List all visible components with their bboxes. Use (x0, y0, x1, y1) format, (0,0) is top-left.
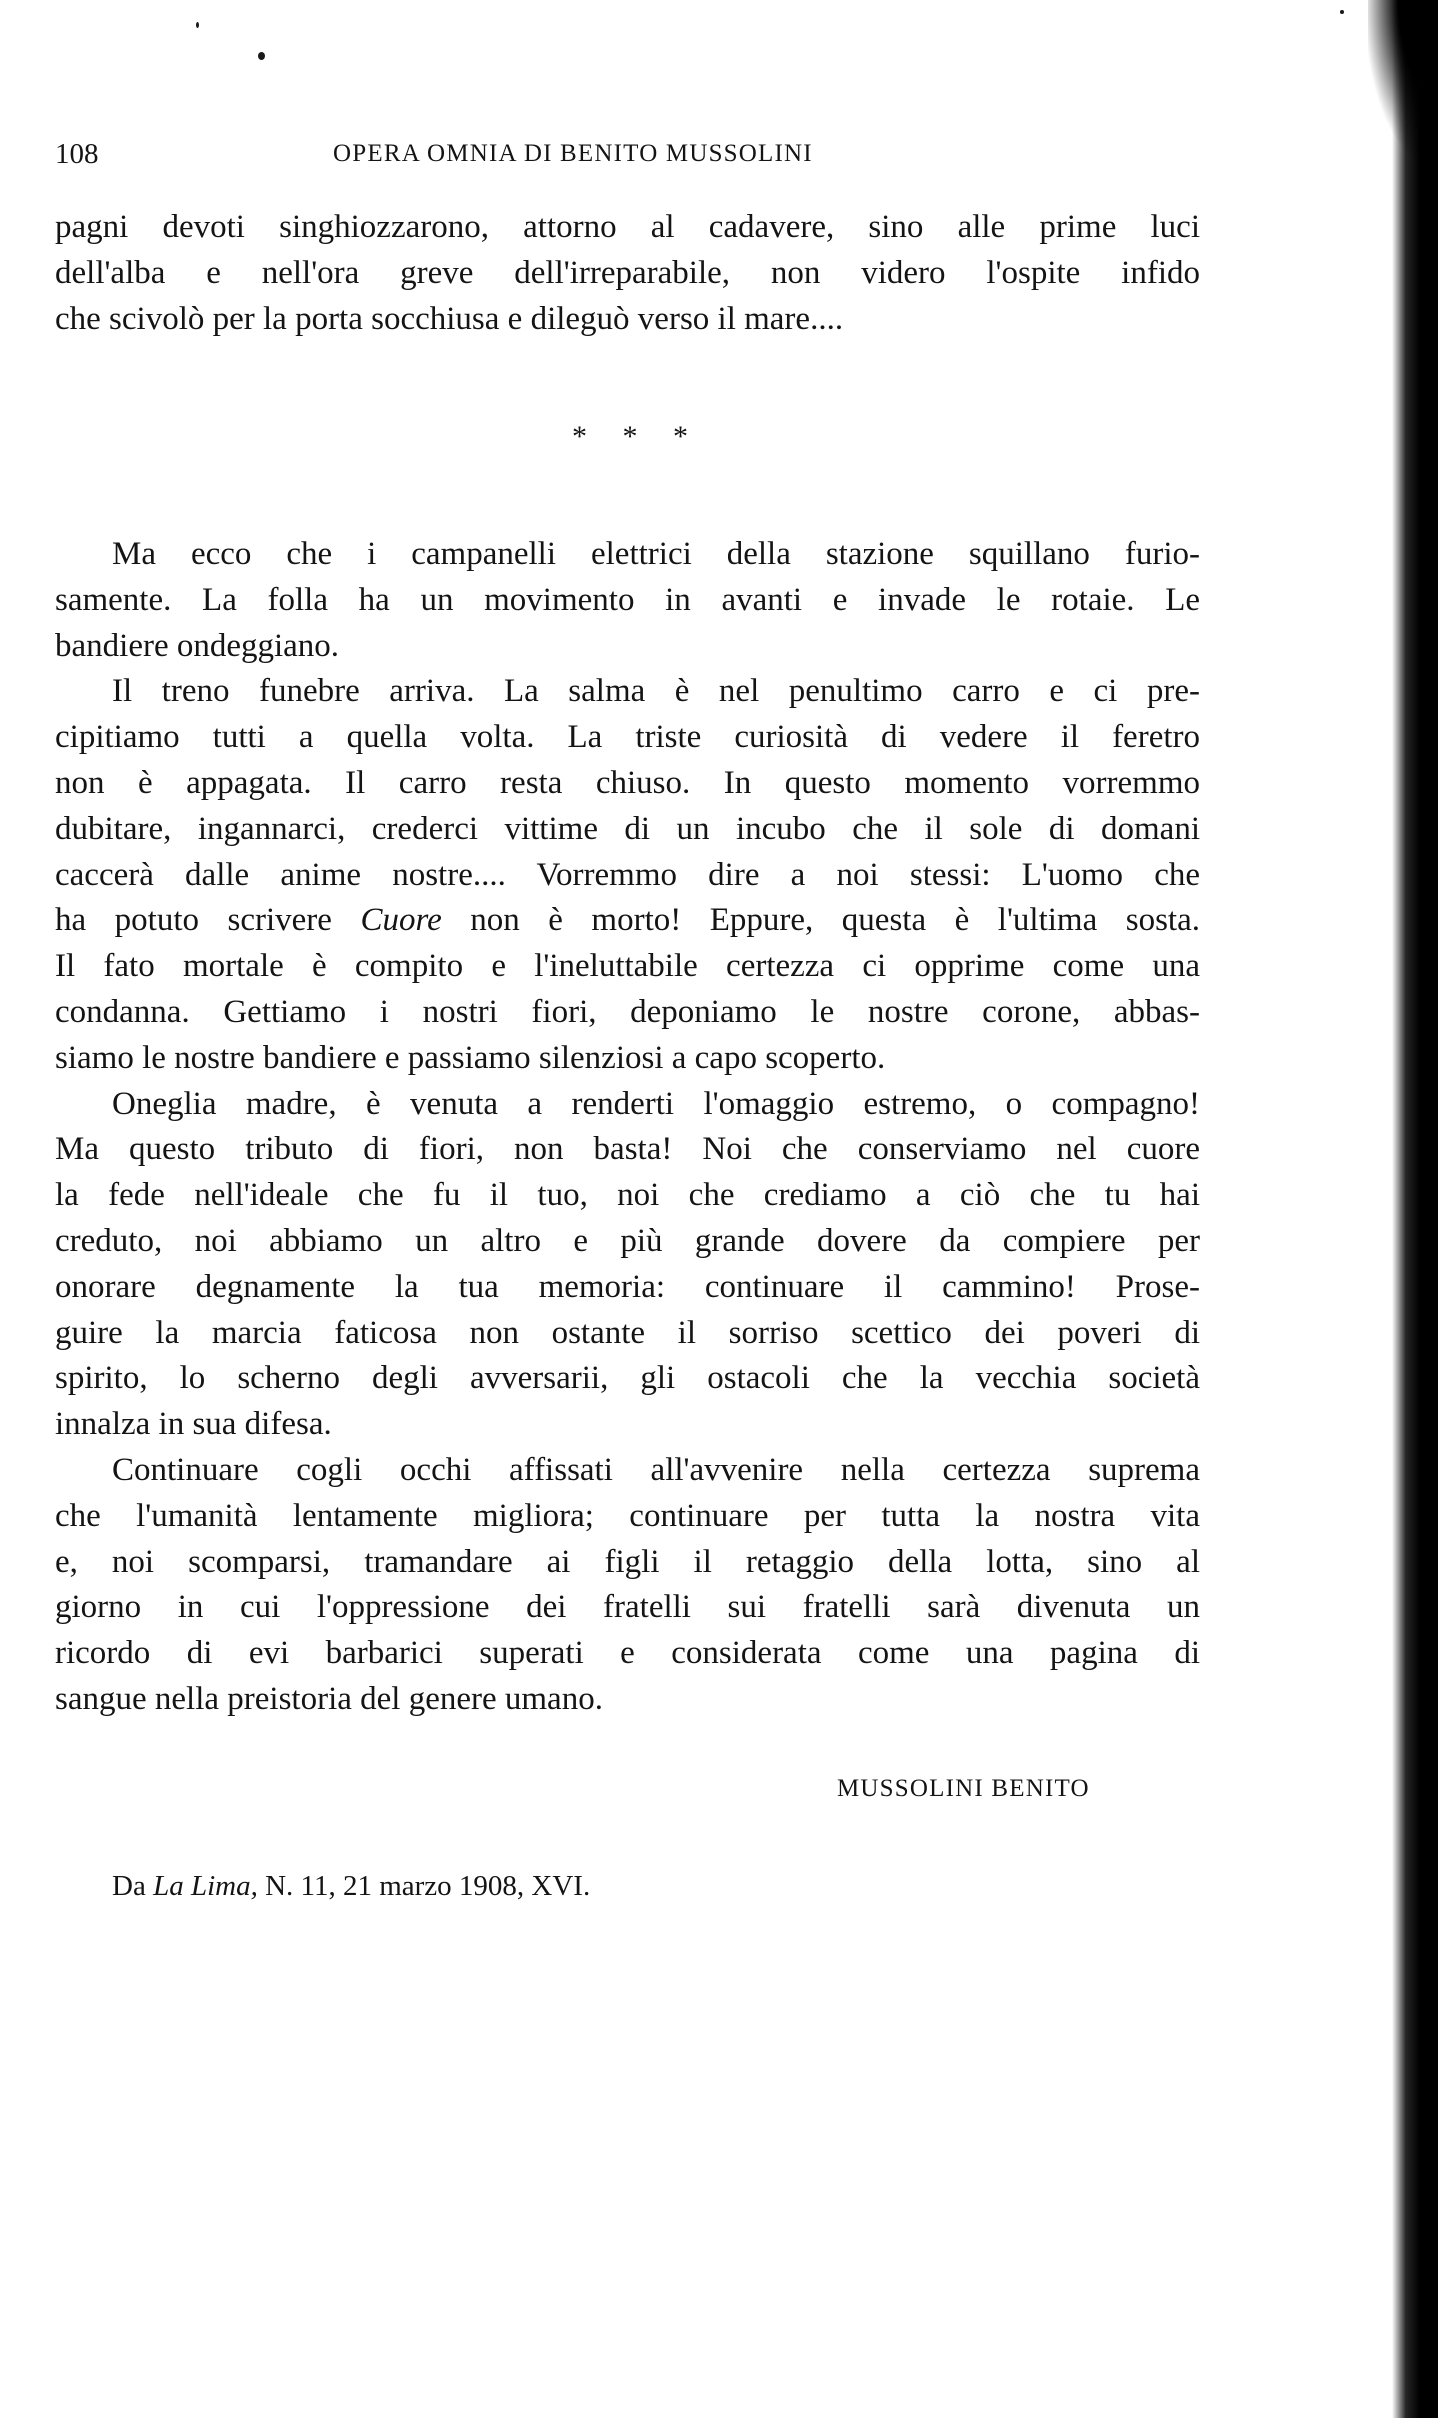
section-break-asterisks: * * * (572, 420, 702, 453)
text-line: non è appagata. Il carro resta chiuso. In questo momento vorremmo (55, 764, 1200, 801)
source-details: N. 11, 21 marzo 1908, XVI. (257, 1870, 591, 1902)
text-line: la fede nell'ideale che fu il tuo, noi che crediamo a ciò che tu hai (55, 1177, 1200, 1214)
text-line: Oneglia madre, è venuta a renderti l'omaggio estremo, o compagno! (112, 1085, 1200, 1122)
publication-name: La Lima, (153, 1870, 258, 1902)
text-line: samente. La folla ha un movimento in avanti e invade le rotaie. Le (55, 581, 1200, 618)
paragraph (55, 532, 1200, 669)
text-line: guire la marcia faticosa non ostante il sorriso scettico dei poveri di (55, 1314, 1200, 1351)
book-title: Cuore (360, 902, 442, 939)
text-line: Il treno funebre arriva. La salma è nel penultimo carro e ci pre- (112, 673, 1200, 710)
text-line: che scivolò per la porta socchiusa e dileguò verso il mare.... (55, 300, 844, 337)
text-line: dubitare, ingannarci, crederci vittime di un incubo che il sole di domani (55, 810, 1200, 847)
text-line: pagni devoti singhiozzarono, attorno al cadavere, sino alle prime luci (55, 209, 1200, 245)
text-line: dell'alba e nell'ora greve dell'irreparabile, non videro l'ospite infido (55, 254, 1200, 291)
text-fragment: ha potuto scrivere (55, 902, 361, 939)
scan-speck (258, 52, 265, 60)
text-line: sangue nella preistoria del genere umano. (55, 1680, 603, 1717)
text-line: caccerà dalle anime nostre.... Vorremmo dire a noi stessi: L'uomo che (55, 856, 1200, 893)
source-note (112, 1870, 590, 1903)
paragraph (55, 1082, 1200, 1448)
running-title: OPERA OMNIA DI BENITO MUSSOLINI (333, 140, 813, 167)
text-line: innalza in sua difesa. (55, 1406, 332, 1443)
paragraph (55, 669, 1200, 1081)
running-header (55, 138, 1145, 178)
text-line: bandiere ondeggiano. (55, 627, 340, 664)
text-line: Ma ecco che i campanelli elettrici della stazione squillano furio- (112, 536, 1200, 572)
author-signature: MUSSOLINI BENITO (837, 1775, 1090, 1802)
section-1-text (55, 205, 1200, 342)
text-line: cipitiamo tutti a quella volta. La triste curiosità di vedere il feretro (55, 719, 1200, 756)
text-fragment: non è morto! Eppure, questa è l'ultima sosta. (441, 902, 1200, 939)
text-line-with-title (55, 898, 1200, 944)
text-line: onorare degnamente la tua memoria: continuare il cammino! Prose- (55, 1268, 1200, 1305)
source-prefix: Da (112, 1870, 154, 1902)
text-line: siamo le nostre bandiere e passiamo silenziosi a capo scoperto. (55, 1039, 886, 1076)
text-line: giorno in cui l'oppressione dei fratelli sui fratelli sarà divenuta un (55, 1589, 1200, 1626)
text-line: che l'umanità lentamente migliora; continuare per tutta la nostra vita (55, 1497, 1200, 1534)
text-line: condanna. Gettiamo i nostri fiori, deponiamo le nostre corone, abbas- (55, 993, 1200, 1030)
page-number: 108 (55, 138, 99, 170)
scan-speck (1340, 10, 1344, 14)
scan-spine-shadow (1392, 0, 1438, 2418)
text-line: Il fato mortale è compito e l'ineluttabile certezza ci opprime come una (55, 948, 1200, 985)
text-line: spirito, lo scherno degli avversarii, gli ostacoli che la vecchia società (55, 1360, 1200, 1397)
paragraph (55, 1448, 1200, 1723)
section-2-text (55, 532, 1200, 1723)
text-line: Continuare cogli occhi affissati all'avvenire nella certezza suprema (112, 1451, 1200, 1488)
scan-speck (196, 22, 199, 28)
text-line: e, noi scomparsi, tramandare ai figli il retaggio della lotta, sino al (55, 1543, 1200, 1580)
text-line: Ma questo tributo di fiori, non basta! Noi che conserviamo nel cuore (55, 1131, 1200, 1168)
text-line: creduto, noi abbiamo un altro e più grande dovere da compiere per (55, 1222, 1200, 1259)
text-line: ricordo di evi barbarici superati e considerata come una pagina di (55, 1635, 1200, 1672)
